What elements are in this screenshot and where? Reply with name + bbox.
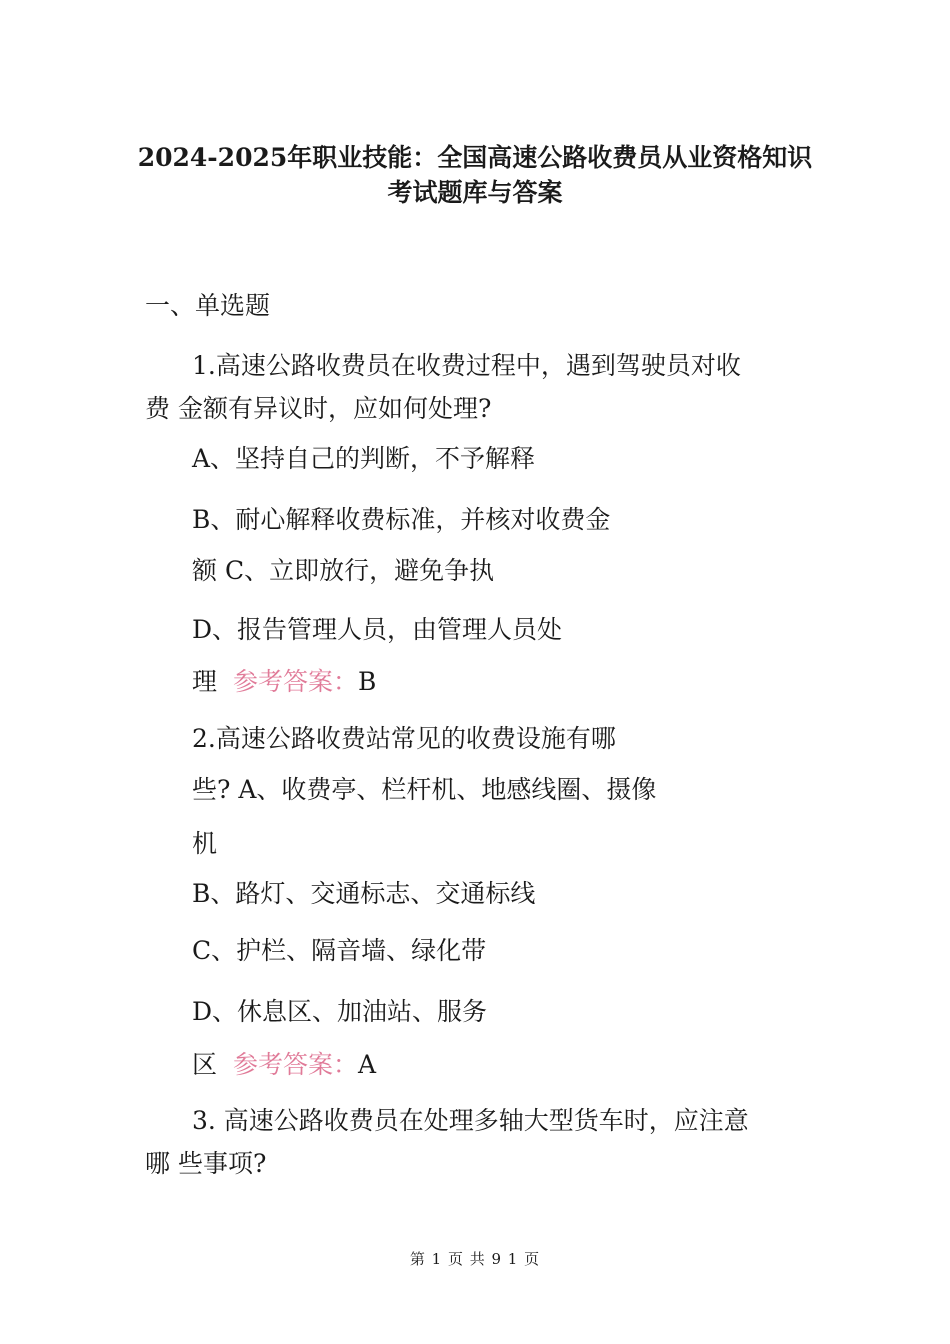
question-2-answer-line [192,1049,376,1081]
question-2-answer: A [358,1050,377,1079]
question-2-option-c: C、护栏、隔音墙、绿化带 [192,936,487,965]
question-2-option-b: B、路灯、交通标志、交通标线 [192,879,536,908]
question-1-answer: B [358,667,377,696]
page-footer: 第 1 页 共 9 1 页 [409,1250,541,1268]
question-3-stem-line-1: 3. 高速公路收费员在处理多轴大型货车时，应注意 [192,1106,749,1135]
question-2-option-d-cont: 区 [192,1050,218,1079]
question-2-option-a-cont: 机 [192,829,218,858]
document-title-line-2: 考试题库与答案 [387,178,563,207]
question-1-option-a: A、坚持自己的判断，不予解释 [192,444,536,473]
question-1-option-d: D、报告管理人员，由管理人员处 [192,615,563,644]
question-1-option-d-cont: 理 [192,667,218,696]
document-title-line-1: 2024-2025年职业技能：全国高速公路收费员从业资格知识 [137,143,813,172]
question-1-option-b: B、耐心解释收费标准，并核对收费金 [192,505,611,534]
question-2-option-d: D、休息区、加油站、服务 [192,997,488,1026]
question-1-stem-line-2: 费 金额有异议时，应如何处理? [145,394,492,423]
question-1-option-c: 额 C、立即放行，避免争执 [192,556,495,585]
question-2-stem-line-1: 2.高速公路收费站常见的收费设施有哪 [192,724,616,753]
answer-label: 参考答案： [233,1050,359,1079]
question-2-stem-line-2: 些? A、收费亭、栏杆机、地感线圈、摄像 [192,775,657,804]
question-3-stem-line-2: 哪 些事项? [145,1149,267,1178]
question-1-answer-line [192,666,376,698]
question-1-stem-line-1: 1.高速公路收费员在收费过程中，遇到驾驶员对收 [192,351,741,380]
answer-label: 参考答案： [233,667,359,696]
section-heading: 一、单选题 [145,291,271,320]
